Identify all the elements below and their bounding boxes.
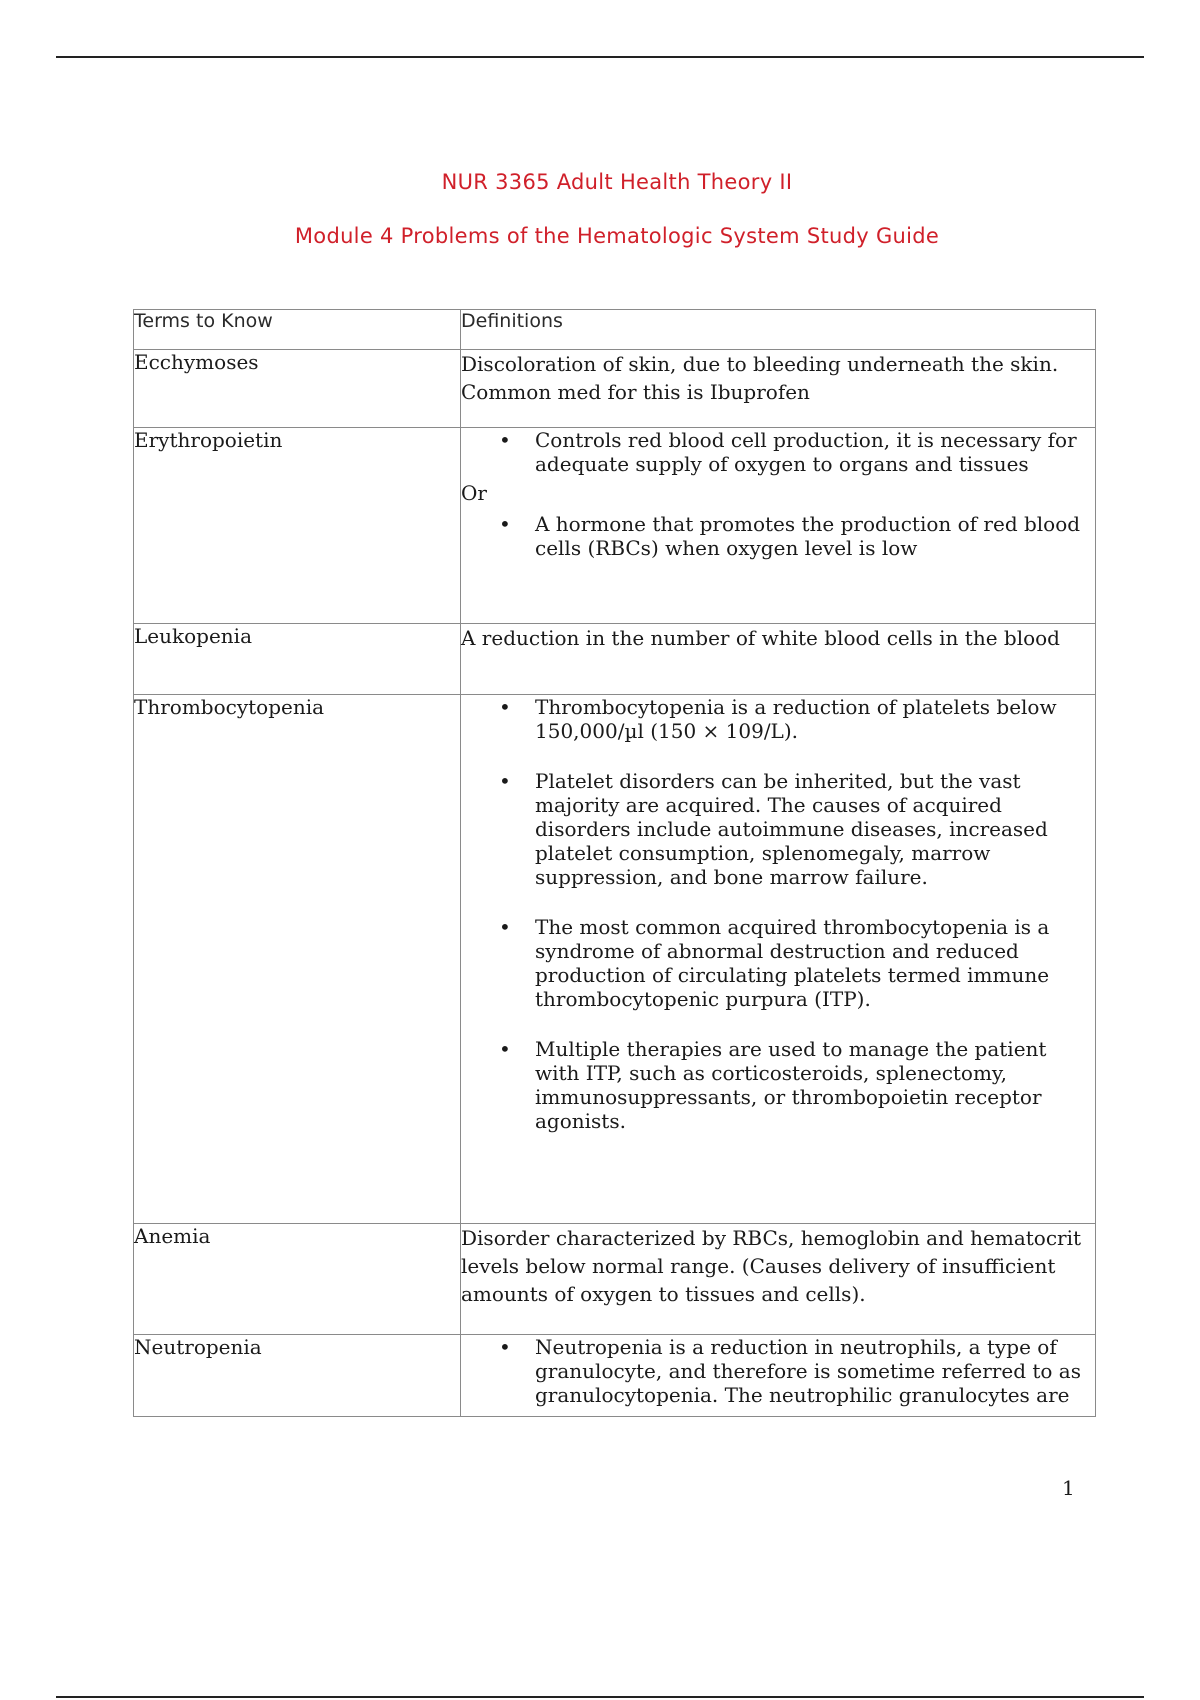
- term-cell: Leukopenia: [134, 624, 461, 695]
- table-row: [134, 428, 1096, 624]
- bottom-rule: [56, 1696, 1144, 1698]
- definition-cell: [461, 428, 1096, 624]
- terms-table: [133, 309, 1096, 1417]
- term-cell: Ecchymoses: [134, 350, 461, 428]
- list-item: • Multiple therapies are used to manage the patient with ITP, such as corticosteroids, splenectomy, immunosuppressants, or thrombopoietin receptor agonists.: [461, 1037, 1095, 1133]
- list-item: • Thrombocytopenia is a reduction of platelets below 150,000/µl (150 × 109/L).: [461, 695, 1095, 743]
- table-row: [134, 624, 1096, 695]
- definition-cell: [461, 1335, 1096, 1417]
- document-title: NUR 3365 Adult Health Theory II: [441, 170, 793, 194]
- definition-list: [461, 428, 1095, 476]
- list-item: • Platelet disorders can be inherited, but the vast majority are acquired. The causes of acquired disorders include autoimmune diseases, increased platelet consumption, splenomegaly, marrow suppression, and bone marrow failure.: [461, 769, 1095, 889]
- list-item: • A hormone that promotes the production of red blood cells (RBCs) when oxygen level is low: [461, 512, 1095, 560]
- definition-cell: [461, 695, 1096, 1224]
- definition-cell: A reduction in the number of white blood cells in the blood: [461, 624, 1096, 695]
- definition-list: [461, 695, 1095, 1133]
- document-subtitle: Module 4 Problems of the Hematologic System Study Guide: [294, 224, 940, 248]
- term-cell: Neutropenia: [134, 1335, 461, 1417]
- list-item: • Controls red blood cell production, it is necessary for adequate supply of oxygen to organs and tissues: [461, 428, 1095, 476]
- table-row: [134, 695, 1096, 1224]
- definition-cell: Discoloration of skin, due to bleeding underneath the skin. Common med for this is Ibuprofen: [461, 350, 1096, 428]
- table-row: [134, 1224, 1096, 1335]
- term-cell: Erythropoietin: [134, 428, 461, 624]
- definition-cell: Disorder characterized by RBCs, hemoglobin and hematocrit levels below normal range. (Causes delivery of insufficient amounts of oxygen to tissues and cells).: [461, 1224, 1096, 1335]
- or-text: Or: [461, 481, 487, 505]
- term-cell: Thrombocytopenia: [134, 695, 461, 1224]
- header-definitions: Definitions: [461, 310, 1096, 350]
- top-rule: [56, 56, 1144, 58]
- list-item: • Neutropenia is a reduction in neutrophils, a type of granulocyte, and therefore is sometime referred to as granulocytopenia. The neutrophilic granulocytes are: [461, 1335, 1095, 1407]
- page-number: 1: [1062, 1476, 1075, 1500]
- table-row: [134, 350, 1096, 428]
- definition-list: [461, 1335, 1095, 1407]
- definition-list: [461, 512, 1095, 560]
- table-row: [134, 1335, 1096, 1417]
- term-cell: Anemia: [134, 1224, 461, 1335]
- header-terms: Terms to Know: [134, 310, 461, 350]
- list-item: • The most common acquired thrombocytopenia is a syndrome of abnormal destruction and reduced production of circulating platelets termed immune thrombocytopenic purpura (ITP).: [461, 915, 1095, 1011]
- table-header-row: [134, 310, 1096, 350]
